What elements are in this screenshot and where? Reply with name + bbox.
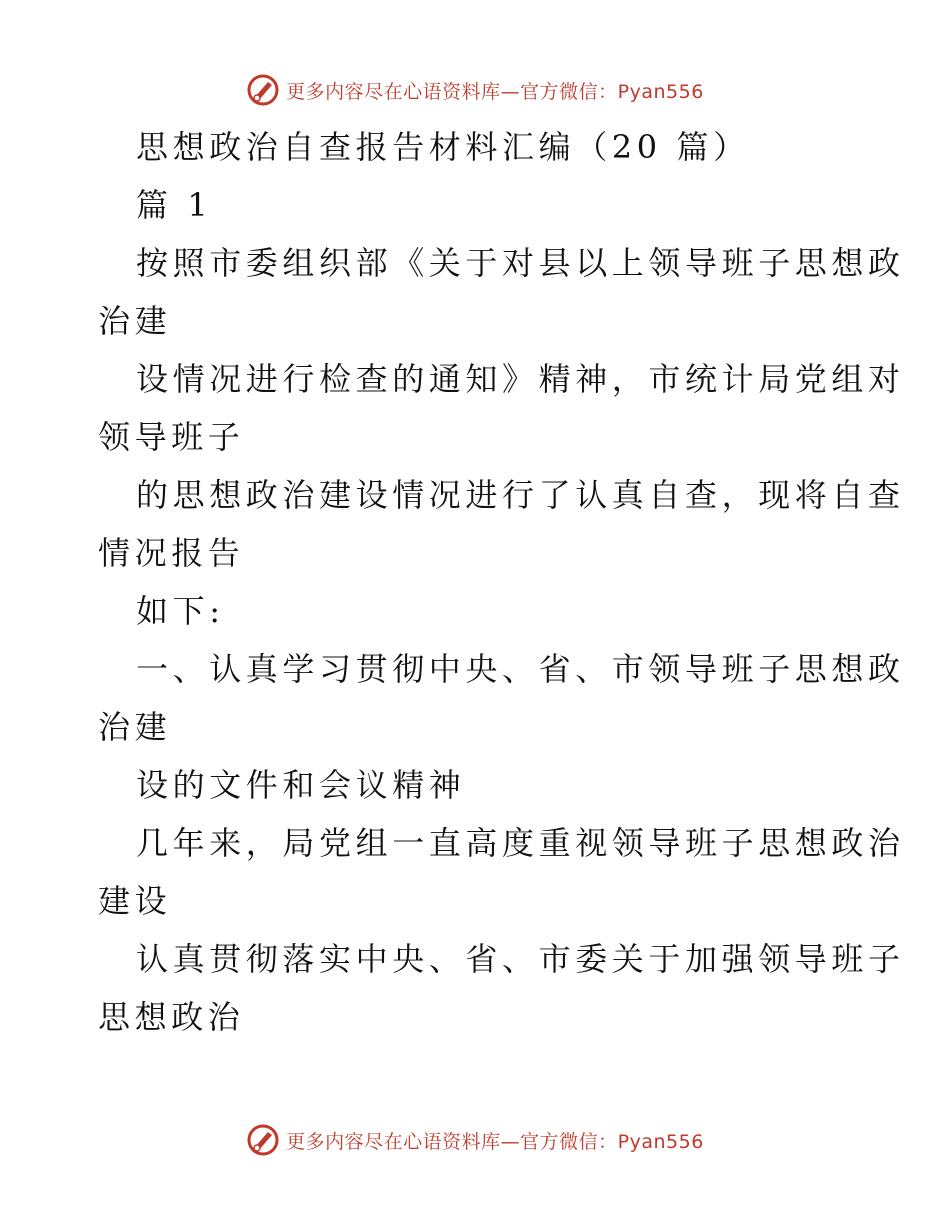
subheading-line: 设的文件和会议精神 bbox=[136, 766, 466, 804]
banner-text bbox=[286, 77, 704, 104]
banner-text bbox=[286, 1127, 704, 1154]
banner-brand-text: 更多内容尽在心语资料库 bbox=[286, 80, 501, 103]
banner-dash: — bbox=[500, 80, 521, 103]
banner-wechat-text: 官方微信：Pyan556 bbox=[520, 80, 704, 103]
paragraph-line: 思想政治 bbox=[98, 998, 245, 1036]
paragraph-line: 几年来，局党组一直高度重视领导班子思想政治 bbox=[136, 824, 905, 862]
paragraph-line: 情况报告 bbox=[98, 534, 245, 572]
paragraph-line: 按照市委组织部《关于对县以上领导班子思想政 bbox=[136, 244, 905, 282]
banner-wechat-text: 官方微信：Pyan556 bbox=[520, 1130, 704, 1153]
paragraph-line: 认真贯彻落实中央、省、市委关于加强领导班子 bbox=[136, 940, 905, 978]
banner-brand-text: 更多内容尽在心语资料库 bbox=[286, 1130, 501, 1153]
paragraph-line: 如下: bbox=[136, 592, 225, 630]
subheading-line: 治建 bbox=[98, 708, 172, 746]
pen-circle-logo-icon bbox=[246, 1123, 280, 1157]
paragraph-line: 设情况进行检查的通知》精神，市统计局党组对 bbox=[136, 360, 905, 398]
subheading-line: 一、认真学习贯彻中央、省、市领导班子思想政 bbox=[136, 650, 905, 688]
document-body bbox=[98, 118, 905, 1046]
section-heading: 篇 1 bbox=[136, 186, 213, 224]
paragraph-line: 领导班子 bbox=[98, 418, 245, 456]
banner-dash: — bbox=[500, 1130, 521, 1153]
header-banner bbox=[0, 72, 950, 108]
paragraph-line: 治建 bbox=[98, 302, 172, 340]
pen-circle-logo-icon bbox=[246, 73, 280, 107]
paragraph-line: 的思想政治建设情况进行了认真自查，现将自查 bbox=[136, 476, 905, 514]
footer-banner bbox=[0, 1122, 950, 1158]
document-title: 思想政治自查报告材料汇编（20 篇） bbox=[136, 128, 750, 166]
paragraph-line: 建设 bbox=[98, 882, 172, 920]
